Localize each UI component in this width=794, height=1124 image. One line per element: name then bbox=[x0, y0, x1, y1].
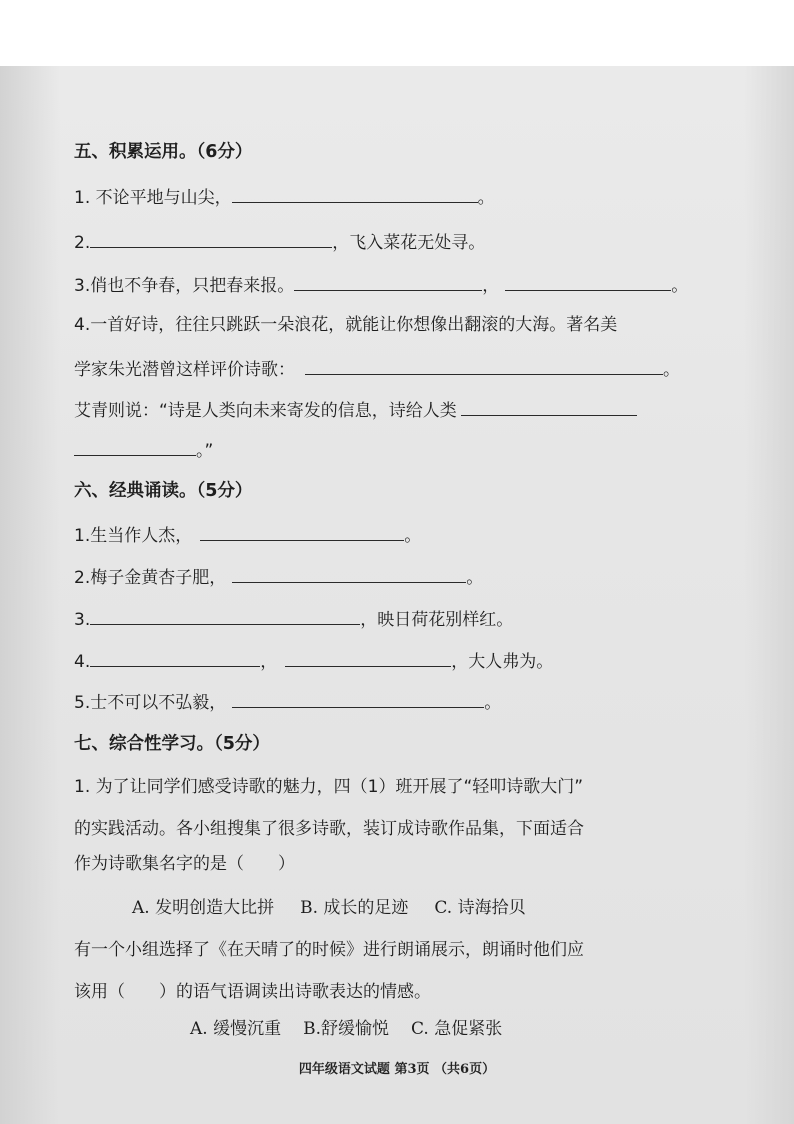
section-5-question-4-line-3 bbox=[74, 397, 637, 423]
q5-2-number: 2. bbox=[74, 233, 91, 253]
q6-2-end: 。 bbox=[466, 568, 484, 588]
q6-2-text: 2.梅子金黄杏子肥， bbox=[74, 568, 227, 588]
section-7-title: 七、综合性学习。（5分） bbox=[74, 734, 270, 754]
q5-4-text: 学家朱光潜曾这样评价诗歌： bbox=[74, 360, 295, 380]
q6-3-number: 3. bbox=[74, 610, 91, 630]
section-7-question-2-options bbox=[190, 1017, 528, 1041]
section-7-question-2-line-1: 有一个小组选择了《在天晴了的时候》进行朗诵展示，朗诵时他们应 bbox=[74, 940, 584, 960]
q5-2-text: ，飞入菜花无处寻。 bbox=[332, 233, 486, 253]
answer-blank[interactable] bbox=[305, 356, 663, 375]
q5-3-comma: ， bbox=[482, 276, 500, 296]
option-c[interactable]: C. 诗海拾贝 bbox=[434, 898, 526, 918]
section-6-question-4 bbox=[74, 648, 553, 674]
top-margin bbox=[0, 0, 794, 66]
answer-blank[interactable] bbox=[232, 689, 484, 708]
option-b[interactable]: B. 成长的足迹 bbox=[300, 898, 409, 918]
section-6-question-1 bbox=[74, 522, 421, 548]
option-a[interactable]: A. 缓慢沉重 bbox=[190, 1019, 282, 1039]
section-7-question-1-options bbox=[132, 896, 552, 920]
q5-1-end: 。 bbox=[477, 188, 495, 208]
option-c[interactable]: C. 急促紧张 bbox=[411, 1019, 503, 1039]
section-6-question-5 bbox=[74, 689, 501, 715]
option-a[interactable]: A. 发明创造大比拼 bbox=[132, 898, 275, 918]
section-6-question-3 bbox=[74, 606, 513, 632]
answer-blank[interactable] bbox=[294, 272, 482, 291]
q6-3-text: ，映日荷花别样红。 bbox=[360, 610, 514, 630]
q6-1-text: 1.生当作人杰， bbox=[74, 526, 193, 546]
section-6-question-2 bbox=[74, 564, 483, 590]
section-5-question-3 bbox=[74, 272, 688, 298]
section-5-question-4-line-4 bbox=[74, 437, 213, 463]
section-7-question-2-line-2: 该用（ ）的语气语调读出诗歌表达的情感。 bbox=[74, 982, 431, 1002]
section-5-question-2 bbox=[74, 229, 485, 255]
exam-page bbox=[0, 66, 794, 1124]
q5-4-quote-end: 。” bbox=[196, 441, 214, 461]
q5-4-quote: 艾青则说：“诗是人类向未来寄发的信息，诗给人类 bbox=[74, 401, 457, 421]
section-5-question-4-line-2 bbox=[74, 356, 680, 382]
option-b[interactable]: B.舒缓愉悦 bbox=[303, 1019, 389, 1039]
answer-blank[interactable] bbox=[90, 648, 260, 667]
answer-blank[interactable] bbox=[74, 437, 196, 456]
q5-1-text: 1. 不论平地与山尖， bbox=[74, 188, 232, 208]
answer-blank[interactable] bbox=[232, 564, 466, 583]
q6-5-text: 5.士不可以不弘毅， bbox=[74, 693, 227, 713]
answer-blank[interactable] bbox=[461, 397, 637, 416]
answer-blank[interactable] bbox=[232, 184, 478, 203]
q5-3-end: 。 bbox=[671, 276, 689, 296]
q5-3-text: 3.俏也不争春，只把春来报。 bbox=[74, 276, 295, 296]
q6-5-end: 。 bbox=[484, 693, 502, 713]
section-6-title: 六、经典诵读。（5分） bbox=[74, 481, 253, 501]
answer-blank[interactable] bbox=[90, 606, 360, 625]
section-7-question-1-line-1: 1. 为了让同学们感受诗歌的魅力，四（1）班开展了“轻叩诗歌大门” bbox=[74, 777, 584, 797]
answer-blank[interactable] bbox=[285, 648, 451, 667]
q5-4-end: 。 bbox=[663, 360, 680, 380]
q6-1-end: 。 bbox=[404, 526, 422, 546]
section-5-title: 五、积累运用。（6分） bbox=[74, 142, 253, 162]
page-footer: 四年级语文试题 第3页 （共6页） bbox=[298, 1062, 496, 1077]
answer-blank[interactable] bbox=[505, 272, 671, 291]
q6-4-number: 4. bbox=[74, 652, 91, 672]
section-7-question-1-line-2: 的实践活动。各小组搜集了很多诗歌，装订成诗歌作品集，下面适合 bbox=[74, 819, 584, 839]
section-5-question-4-line-1: 4.一首好诗，往往只跳跃一朵浪花，就能让你想像出翻滚的大海。著名美 bbox=[74, 315, 618, 335]
section-5-question-1 bbox=[74, 184, 495, 210]
answer-blank[interactable] bbox=[200, 522, 404, 541]
answer-blank[interactable] bbox=[90, 229, 332, 248]
section-7-question-1-line-3: 作为诗歌集名字的是（ ） bbox=[74, 854, 295, 874]
q6-4-comma: ， bbox=[260, 652, 278, 672]
q6-4-text: ，大人弗为。 bbox=[451, 652, 554, 672]
